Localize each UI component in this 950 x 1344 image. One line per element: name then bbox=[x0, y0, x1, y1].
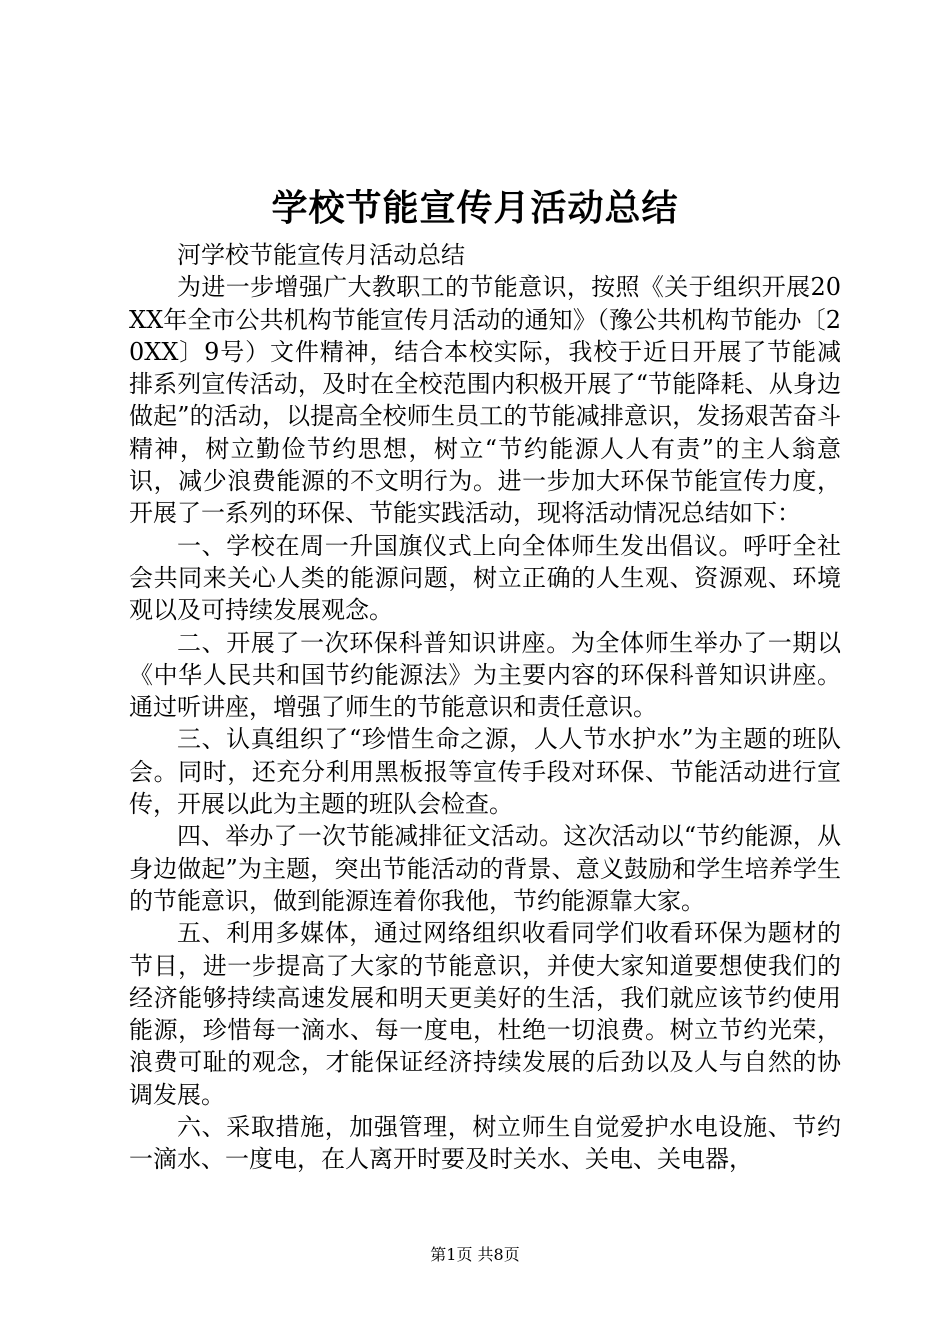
document-subtitle: 河学校节能宣传月活动总结 bbox=[177, 241, 465, 269]
paragraph-item-6: 六、采取措施，加强管理，树立师生自觉爱护水电设施、节约一滴水、一度电，在人离开时要及时关水、关电、关电器， bbox=[129, 1113, 841, 1174]
paragraph-item-2: 二、开展了一次环保科普知识讲座。为全体师生举办了一期以《中华人民共和国节约能源法》为主要内容的环保科普知识讲座。通过听讲座，增强了师生的节能意识和责任意识。 bbox=[129, 628, 841, 722]
document-body bbox=[129, 239, 841, 1176]
document-title: 学校节能宣传月活动总结 bbox=[271, 187, 679, 229]
paragraph-item-4: 四、举办了一次节能减排征文活动。这次活动以“节约能源，从身边做起”为主题，突出节能活动的背景、意义鼓励和学生培养学生的节能意识，做到能源连着你我他，节约能源靠大家。 bbox=[129, 822, 841, 915]
paragraph-intro: 为进一步增强广大教职工的节能意识，按照《关于组织开展20XX年全市公共机构节能宣传月活动的通知》（豫公共机构节能办〔20XX〕9号）文件精神，结合本校实际，我校于近日开展了节能减排系列宣传活动，及时在全校范围内积极开展了“节能降耗、从身边做起”的活动，以提高全校师生员工的节能减排意识，发扬艰苦奋斗精神，树立勤俭节约思想，树立“节约能源人人有责”的主人翁意识，减少浪费能源的不文明行为。进一步加大环保节能宣传力度，开展了一系列的环保、节能实践活动，现将活动情况总结如下： bbox=[129, 273, 841, 528]
paragraph-item-1: 一、学校在周一升国旗仪式上向全体师生发出倡议。呼吁全社会共同来关心人类的能源问题，树立正确的人生观、资源观、环境观以及可持续发展观念。 bbox=[129, 531, 841, 625]
paragraph-item-5: 五、利用多媒体，通过网络组织收看同学们收看环保为题材的节目，进一步提高了大家的节能意识，并使大家知道要想使我们的经济能够持续高速发展和明天更美好的生活，我们就应该节约使用能源，珍惜每一滴水、每一度电，杜绝一切浪费。树立节约光荣，浪费可耻的观念，才能保证经济持续发展的后劲以及人与自然的协调发展。 bbox=[129, 919, 841, 1109]
paragraph-item-3: 三、认真组织了“珍惜生命之源，人人节水护水”为主题的班队会。同时，还充分利用黑板报等宣传手段对环保、节能活动进行宣传，开展以此为主题的班队会检查。 bbox=[129, 725, 841, 819]
page-footer: 第1页 共8页 bbox=[430, 1245, 520, 1264]
